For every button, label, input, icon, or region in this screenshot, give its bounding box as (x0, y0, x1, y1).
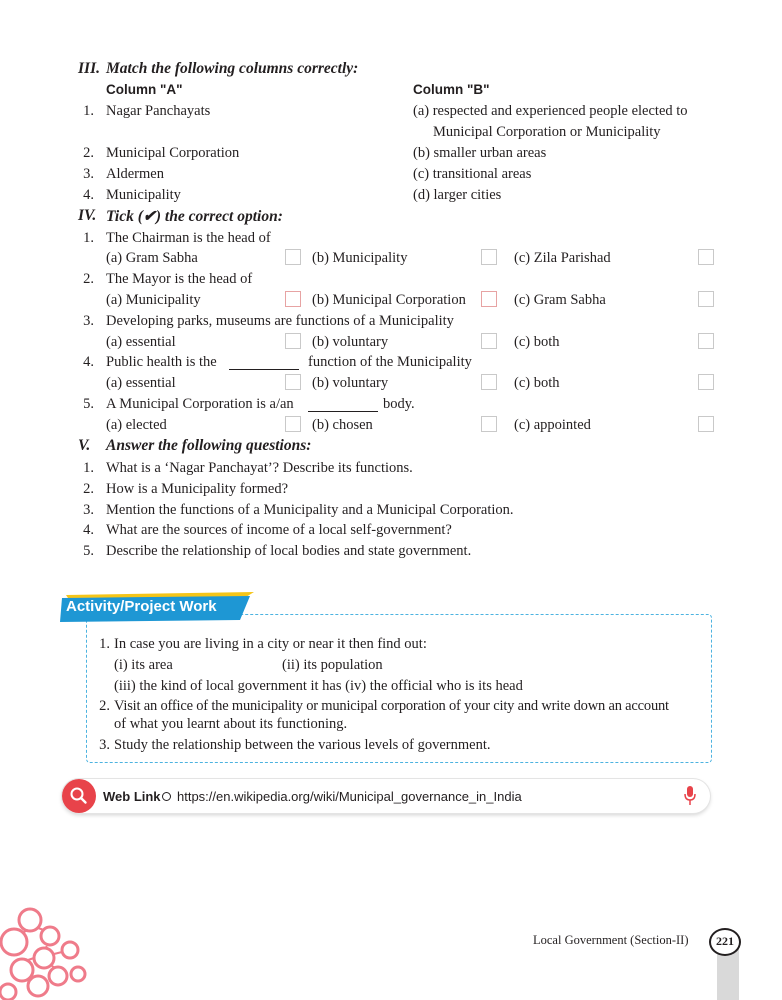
match-col-b-item: (d) larger cities (413, 187, 502, 203)
blank-line[interactable] (308, 411, 378, 412)
question-text: The Mayor is the head of (106, 271, 253, 287)
question-number: 3. (83, 313, 94, 329)
question-text-start: Public health is the (106, 354, 217, 370)
option-c-checkbox[interactable] (698, 249, 714, 265)
section-4-title: Tick (✔) the correct option: (106, 208, 283, 225)
option-b: (b) chosen (312, 417, 373, 433)
option-a: (a) essential (106, 375, 176, 391)
web-link-label: Web Link (103, 789, 161, 804)
question-number: 2. (83, 271, 94, 287)
page-number: 221 (709, 928, 741, 956)
option-c-checkbox[interactable] (698, 416, 714, 432)
activity-item-number: 3. (99, 737, 110, 753)
question-number: 4. (83, 522, 94, 538)
option-b-checkbox[interactable] (481, 333, 497, 349)
question-text: How is a Municipality formed? (106, 481, 289, 497)
match-col-a-item: Municipality (106, 187, 181, 203)
column-a-heading: Column "A" (106, 82, 183, 97)
option-a-checkbox[interactable] (285, 333, 301, 349)
option-b-checkbox[interactable] (481, 416, 497, 432)
option-c-checkbox[interactable] (698, 291, 714, 307)
question-number: 4. (83, 354, 94, 370)
option-b-checkbox[interactable] (481, 291, 497, 307)
match-col-a-item: Nagar Panchayats (106, 103, 211, 119)
option-c-checkbox[interactable] (698, 374, 714, 390)
match-col-a-item: Aldermen (106, 166, 164, 182)
activity-subitem: (ii) its population (282, 657, 383, 673)
option-a: (a) Gram Sabha (106, 250, 198, 266)
option-a-checkbox[interactable] (285, 291, 301, 307)
option-c: (c) Gram Sabha (514, 292, 606, 308)
question-text: The Chairman is the head of (106, 230, 271, 246)
option-a-checkbox[interactable] (285, 249, 301, 265)
option-a-checkbox[interactable] (285, 374, 301, 390)
option-c: (c) both (514, 375, 560, 391)
chapter-title: Local Government (Section-II) (533, 933, 689, 947)
option-a: (a) Municipality (106, 292, 201, 308)
option-b: (b) Municipality (312, 250, 408, 266)
match-col-b-item: (c) transitional areas (413, 166, 532, 182)
circle-bullet-icon (162, 792, 171, 801)
match-row-number: 1. (83, 103, 94, 119)
question-text: Developing parks, museums are functions of a Municipality (106, 313, 454, 329)
activity-item-text: In case you are living in a city or near it then find out: (114, 636, 427, 652)
match-col-b-item: (a) respected and experienced people elected to (413, 103, 688, 119)
match-col-b-item: (b) smaller urban areas (413, 145, 547, 161)
activity-item-number: 1. (99, 636, 110, 652)
option-c: (c) both (514, 334, 560, 350)
web-link-url[interactable]: https://en.wikipedia.org/wiki/Municipal_governance_in_India (177, 789, 522, 804)
question-number: 1. (83, 230, 94, 246)
match-row-number: 4. (83, 187, 94, 203)
activity-item-number: 2. (99, 698, 110, 714)
section-5-title: Answer the following questions: (106, 437, 312, 454)
decorative-bubbles (0, 906, 90, 1000)
question-text-end: function of the Municipality (308, 354, 472, 370)
option-a: (a) essential (106, 334, 176, 350)
match-row-number: 3. (83, 166, 94, 182)
question-number: 5. (83, 396, 94, 412)
option-a: (a) elected (106, 417, 167, 433)
activity-item-text: Study the relationship between the various levels of government. (114, 737, 491, 753)
question-number: 2. (83, 481, 94, 497)
activity-item-text: Visit an office of the municipality or municipal corporation of your city and write down an account (114, 698, 669, 714)
activity-subitem: (i) its area (114, 657, 173, 673)
question-text: What are the sources of income of a local self-government? (106, 522, 452, 538)
option-c: (c) Zila Parishad (514, 250, 611, 266)
question-number: 3. (83, 502, 94, 518)
option-c-checkbox[interactable] (698, 333, 714, 349)
question-text: What is a ‘Nagar Panchayat’? Describe its functions. (106, 460, 413, 476)
search-icon[interactable] (62, 779, 96, 813)
question-text-end: body. (383, 396, 415, 412)
option-a-checkbox[interactable] (285, 416, 301, 432)
activity-title: Activity/Project Work (66, 598, 217, 615)
option-b: (b) Municipal Corporation (312, 292, 466, 308)
activity-item-text-cont: of what you learnt about its functioning. (114, 716, 348, 732)
option-b: (b) voluntary (312, 334, 389, 350)
match-row-number: 2. (83, 145, 94, 161)
question-text: Describe the relationship of local bodies and state government. (106, 543, 472, 559)
microphone-icon[interactable] (683, 785, 697, 807)
option-b-checkbox[interactable] (481, 374, 497, 390)
question-text: Mention the functions of a Municipality and a Municipal Corporation. (106, 502, 514, 518)
question-number: 1. (83, 460, 94, 476)
option-b-checkbox[interactable] (481, 249, 497, 265)
section-5-number: V. (78, 437, 91, 454)
section-4-number: IV. (78, 207, 97, 224)
option-b: (b) voluntary (312, 375, 389, 391)
match-col-b-item-cont: Municipal Corporation or Municipality (433, 124, 661, 140)
question-number: 5. (83, 543, 94, 559)
section-3-number: III. (78, 60, 100, 77)
match-col-a-item: Municipal Corporation (106, 145, 240, 161)
column-b-heading: Column "B" (413, 82, 490, 97)
question-text-start: A Municipal Corporation is a/an (106, 396, 294, 412)
activity-subitem: (iii) the kind of local government it has (iv) the official who is its head (114, 678, 523, 694)
blank-line[interactable] (229, 369, 299, 370)
section-3-title: Match the following columns correctly: (106, 60, 359, 77)
option-c: (c) appointed (514, 417, 591, 433)
